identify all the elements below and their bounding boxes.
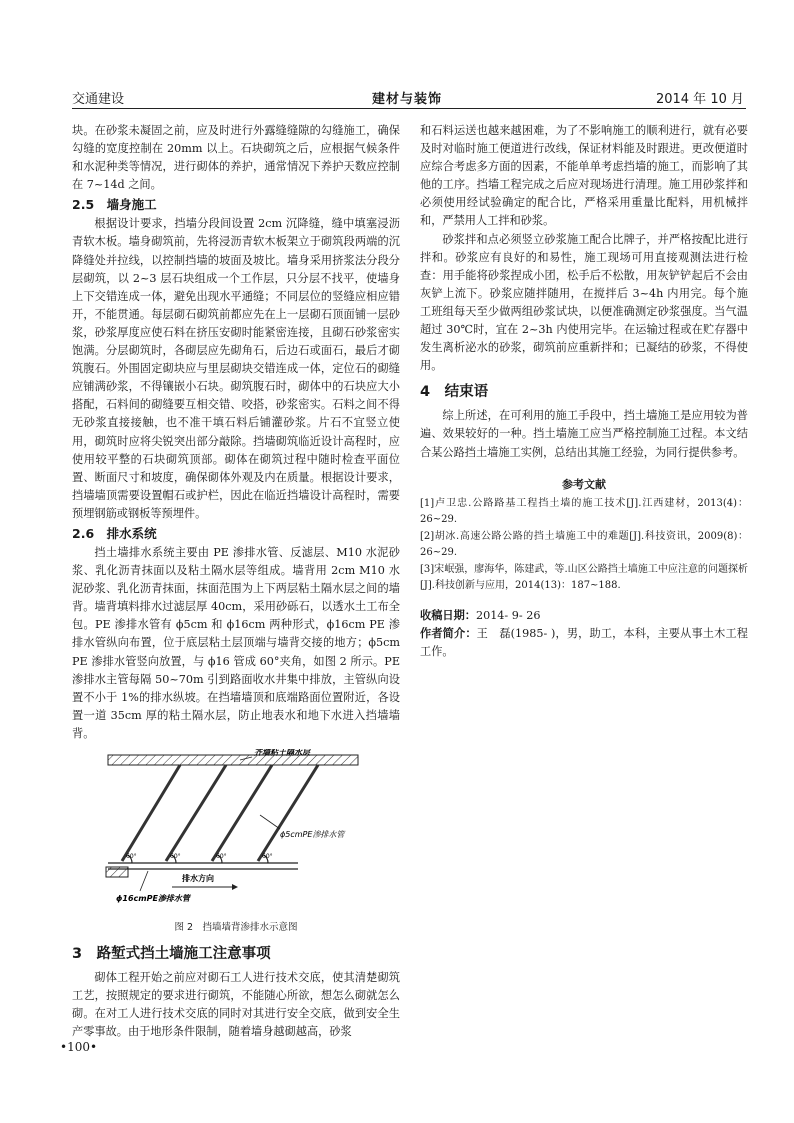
label-drain-direction: 排水方向 xyxy=(182,874,214,883)
author-value: 王 磊(1985- )，男，助工，本科，主要从事土木工程工作。 xyxy=(420,626,748,658)
label-angle: 60° xyxy=(216,853,227,860)
paragraph: 根据设计要求，挡墙分段间设置 2cm 沉降缝，缝中填塞浸沥青软木板。墙身砌筑前，先将浸沥青软木板架立于砌筑段两端的沉降缝处并拉线，以控制挡墙的坡面及坡比。墙身采用挤浆法分段分层砌筑，以 2~3 层石块组成一个工作层，只分层不找平，使墙身上下交错连成一体，避免出现水平通缝；不同层位的竖缝应相应错开，不能贯通。每层砌石砌筑前都应先在上一层砌石顶面铺一层砂浆，砂浆厚度应使石料在挤压安砌时能紧密连接，且砌石砂浆密实饱满。分层砌筑时，各砌层应先砌角石，后边石或面石，最后才砌筑腹石。外围固定砌块应与里层砌块交错连成一体，定位石的砌缝应铺满砂浆，不得镶嵌小石块。砌筑腹石时，砌体中的石块应大小搭配，石料间的砌缝要互相交错、咬搭，砂浆密实。石料之间不得无砂浆直接接触，也不准干填石料后铺灌砂浆。片石不宜竖立使用，砌筑时应将尖锐突出部分敲除。挡墙砌筑临近设计高程时，应使用较平整的石块砌筑顶部。砌体在砌筑过程中随时检查平面位置、断面尺寸和坡度，确保砌体外观及内在质量。根据设计要求，挡墙墙顶需要设置帽石或护栏，因此在临近挡墙设计高程时，需要预埋钢筋或钢板等预埋件。 xyxy=(72,217,400,520)
reference-item: [1]卢卫忠.公路路基工程挡土墙的施工技术[J].江西建材，2013(4)：26~29. xyxy=(420,497,748,526)
label-angle: 60° xyxy=(170,853,181,860)
section-heading: 2.6 排水系统 xyxy=(72,525,157,541)
leader-line xyxy=(260,815,280,829)
leader-line xyxy=(140,871,148,891)
paragraph: 块。在砂浆未凝固之前，应及时进行外露缝缝隙的勾缝施工，确保勾缝的宽度控制在 20mm 以上。石块砌筑之后，应根据气候条件和水泥种类等情况，进行砌体的养护，通常情况下养护天数应控制在 7~14d 之间。 xyxy=(72,124,400,192)
drainage-diagram-svg xyxy=(102,749,370,917)
top-clay-layer xyxy=(108,755,358,765)
page-number: •100• xyxy=(60,1040,98,1054)
vertical-pipe xyxy=(258,765,318,861)
vertical-pipe xyxy=(166,765,226,861)
label-pipe5: ϕ5cmPE渗排水管 xyxy=(280,830,345,839)
vertical-pipe xyxy=(122,765,180,861)
paragraph: 砂浆拌和点必须竖立砂浆施工配合比牌子，并严格按配比进行拌和。砂浆应有良好的和易性，施工现场可用直接观测法进行检查：用手能将砂浆捏成小团，松手后不松散，用灰铲铲起后不会由灰铲上流下。砂浆应随拌随用，在搅拌后 3~4h 内用完。每个施工班组每天至少做两组砂浆试块，以便准确测定砂浆强度。当气温超过 30℃时，宜在 2~3h 内使用完毕。在运输过程或在贮存器中发生离析泌水的砂浆，砌筑前应重新拌和；已凝结的砂浆，不得使用。 xyxy=(420,232,748,373)
issue-date: 2014 年 10 月 xyxy=(655,92,744,107)
label-angle: 60° xyxy=(262,853,273,860)
section-heading: 3 路堑式挡土墙施工注意事项 xyxy=(72,946,271,963)
vertical-pipe xyxy=(212,765,272,861)
direction-arrow-head xyxy=(232,884,238,890)
author-label: 作者简介： xyxy=(420,626,477,640)
paragraph: 砌体工程开始之前应对砌石工人进行技术交底，使其清楚砌筑工艺，按照规定的要求进行砌筑，不能随心所欲，想怎么砌就怎么砌。在对工人进行技术交底的同时对其进行安全交底，做到安全生产零事故。由于地形条件限制，随着墙身越砌越高，砂浆 xyxy=(72,971,400,1039)
references-title: 参考文献 xyxy=(562,477,606,491)
reference-item: [2]胡冰.高速公路公路的挡土墙施工中的难题[J].科技资讯，2009(8)：26~29. xyxy=(420,530,748,559)
received-value: 2014- 9- 26 xyxy=(475,608,541,622)
author-bio xyxy=(420,625,748,661)
paragraph: 挡土墙排水系统主要由 PE 渗排水管、反滤层、M10 水泥砂浆、乳化沥青抹面以及粘土隔水层等组成。墙背用 2cm M10 水泥砂浆、乳化沥青抹面，抹面范围为上下两层粘土隔水层之间的墙背。墙背填料排水过滤层厚 40cm，采用砂砾石，以透水土工布全包。PE 渗排水管有 ϕ5cm 和 ϕ16cm 两种形式，ϕ16cm PE 渗排水管纵向布置，位于底层粘土层顶端与墙背交接的地方；ϕ5cm PE 渗排水管竖向放置，与 ϕ16 管成 60°夹角，如图 2 所示。PE 渗排水主管每隔 50~70m 引到路面收水井集中排放，主管纵向设置不小于 1%的排水纵坡。在挡墙墙顶和底端路面位置附近，各设置一道 35cm 厚的粘土隔水层，防止地表水和地下水进入挡墙墙背。 xyxy=(72,545,400,740)
paragraph: 和石料运送也越来越困难，为了不影响施工的顺利进行，就有必要及时对临时施工便道进行改线，保证材料能及时跟进。更改便道时应综合考虑多方面的因素，不能单单考虑挡墙的施工，而影响了其他的工序。挡墙工程完成之后应对现场进行清理。施工用砂浆拌和必须使用经试验确定的配合比，严格采用重量比配料，用机械拌和，严禁用人工拌和砂浆。 xyxy=(420,124,748,228)
figure-drainage-diagram xyxy=(72,749,400,917)
journal-title: 建材与装饰 xyxy=(372,92,443,107)
section-heading: 2.5 墙身施工 xyxy=(72,197,157,213)
label-top-clay: 齐墙粘土隔水层 xyxy=(254,749,310,757)
journal-section: 交通建设 xyxy=(72,92,125,107)
label-pipe16: ϕ16cmPE渗排水管 xyxy=(116,894,190,903)
reference-item: [3]宋岷强，廖海华，陈建武，等.山区公路挡土墙施工中应注意的问题探析[J].科技创新与应用，2014(13)：187~188. xyxy=(420,563,748,592)
label-angle: 60° xyxy=(126,853,137,860)
left-column xyxy=(72,122,400,1041)
received-label: 收稿日期： xyxy=(420,608,476,622)
paragraph: 综上所述，在可利用的施工手段中，挡土墙施工是应用较为普遍、效果较好的一种。挡土墙施工应当严格控制施工过程。本文结合某公路挡土墙施工实例，总结出其施工经验，为同行提供参考。 xyxy=(420,409,748,459)
received-date xyxy=(420,607,748,625)
figure-caption: 图 2 挡墙墙背渗排水示意图 xyxy=(174,922,298,933)
header-rule xyxy=(72,108,746,109)
section-heading: 4 结束语 xyxy=(420,384,489,401)
right-column xyxy=(420,122,748,661)
